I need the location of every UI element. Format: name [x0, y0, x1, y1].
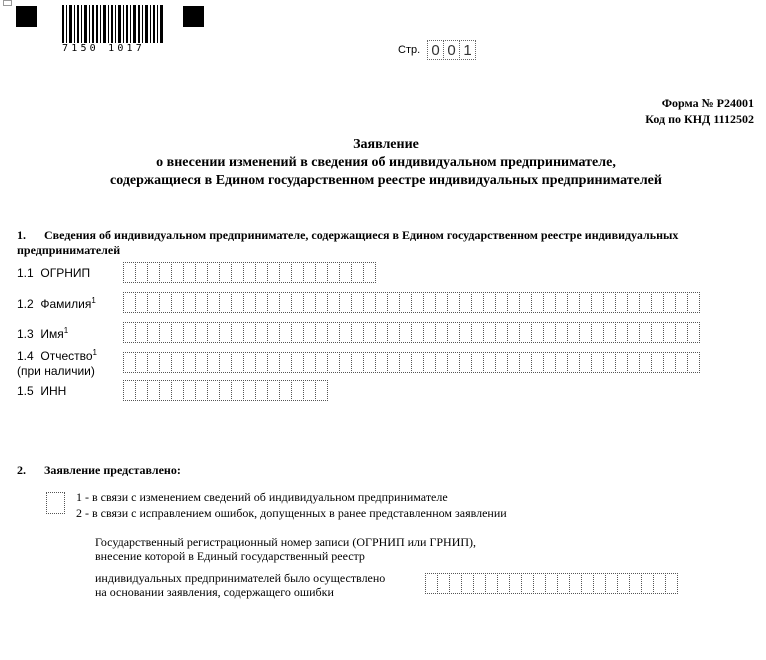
- barcode-icon: [62, 5, 164, 47]
- ogrnip-input[interactable]: [123, 262, 375, 283]
- option-1-text: 1 - в связи с изменением сведений об индивидуальном предпринимателе: [76, 490, 448, 504]
- page-digit: 0: [443, 40, 460, 60]
- section1-number: 1.: [17, 228, 26, 242]
- reg-text-line: внесение которой в Единый государственный реестр: [95, 549, 365, 563]
- section1-heading: Сведения об индивидуальном предпринимателе, содержащиеся в Едином государственном реестре индивидуальных: [44, 228, 679, 242]
- form-number: Форма № Р24001: [661, 96, 754, 110]
- input-cell[interactable]: [315, 380, 328, 401]
- input-cell[interactable]: [687, 352, 700, 373]
- inn-input[interactable]: [123, 380, 327, 401]
- title-line: Заявление: [353, 137, 419, 152]
- section2-number: 2.: [17, 463, 26, 477]
- reg-text-line: на основании заявления, содержащего ошибки: [95, 585, 334, 599]
- title-line: содержащиеся в Едином государственном реестре индивидуальных предпринимателей: [110, 173, 662, 188]
- knd-code: Код по КНД 1112502: [645, 112, 754, 126]
- option-2-text: 2 - в связи с исправлением ошибок, допущенных в ранее представленном заявлении: [76, 506, 507, 520]
- barcode-digits: 7150 1017: [62, 43, 145, 54]
- field-patronymic-note: (при наличии): [17, 364, 95, 378]
- document-title: [0, 136, 766, 190]
- patronymic-input[interactable]: [123, 352, 699, 373]
- reg-text-line: индивидуальных предпринимателей было осуществлено: [95, 571, 386, 585]
- corner-marker: [3, 0, 12, 6]
- reg-text-line: Государственный регистрационный номер записи (ОГРНИП или ГРНИП),: [95, 535, 477, 549]
- input-cell[interactable]: [687, 292, 700, 313]
- input-cell[interactable]: [665, 573, 678, 594]
- field-name-label: 1.3 Имя$^1$: [17, 326, 69, 341]
- form-number-block: [645, 95, 754, 127]
- input-cell[interactable]: [687, 322, 700, 343]
- surname-input[interactable]: [123, 292, 699, 313]
- page-number: [427, 40, 475, 60]
- field-ogrnip-label: 1.1 ОГРНИП: [17, 266, 91, 280]
- field-inn-label: 1.5 ИНН: [17, 384, 67, 398]
- page-label: Стр.: [398, 44, 421, 56]
- registration-mark-right: [183, 6, 204, 27]
- input-cell[interactable]: [363, 262, 376, 283]
- title-line: о внесении изменений в сведения об индивидуальном предпринимателе,: [156, 155, 616, 170]
- field-patronymic-label: 1.4 Отчество$^1$: [17, 348, 97, 363]
- registration-mark-left: [16, 6, 37, 27]
- section2-heading: Заявление представлено:: [44, 463, 181, 477]
- section1-heading-cont: предпринимателей: [17, 243, 121, 257]
- registration-number-input[interactable]: [425, 573, 677, 594]
- field-surname-label: 1.2 Фамилия$^1$: [17, 296, 96, 311]
- statement-reason-checkbox[interactable]: [46, 492, 65, 514]
- page-digit: 1: [459, 40, 476, 60]
- page-digit: 0: [427, 40, 444, 60]
- name-input[interactable]: [123, 322, 699, 343]
